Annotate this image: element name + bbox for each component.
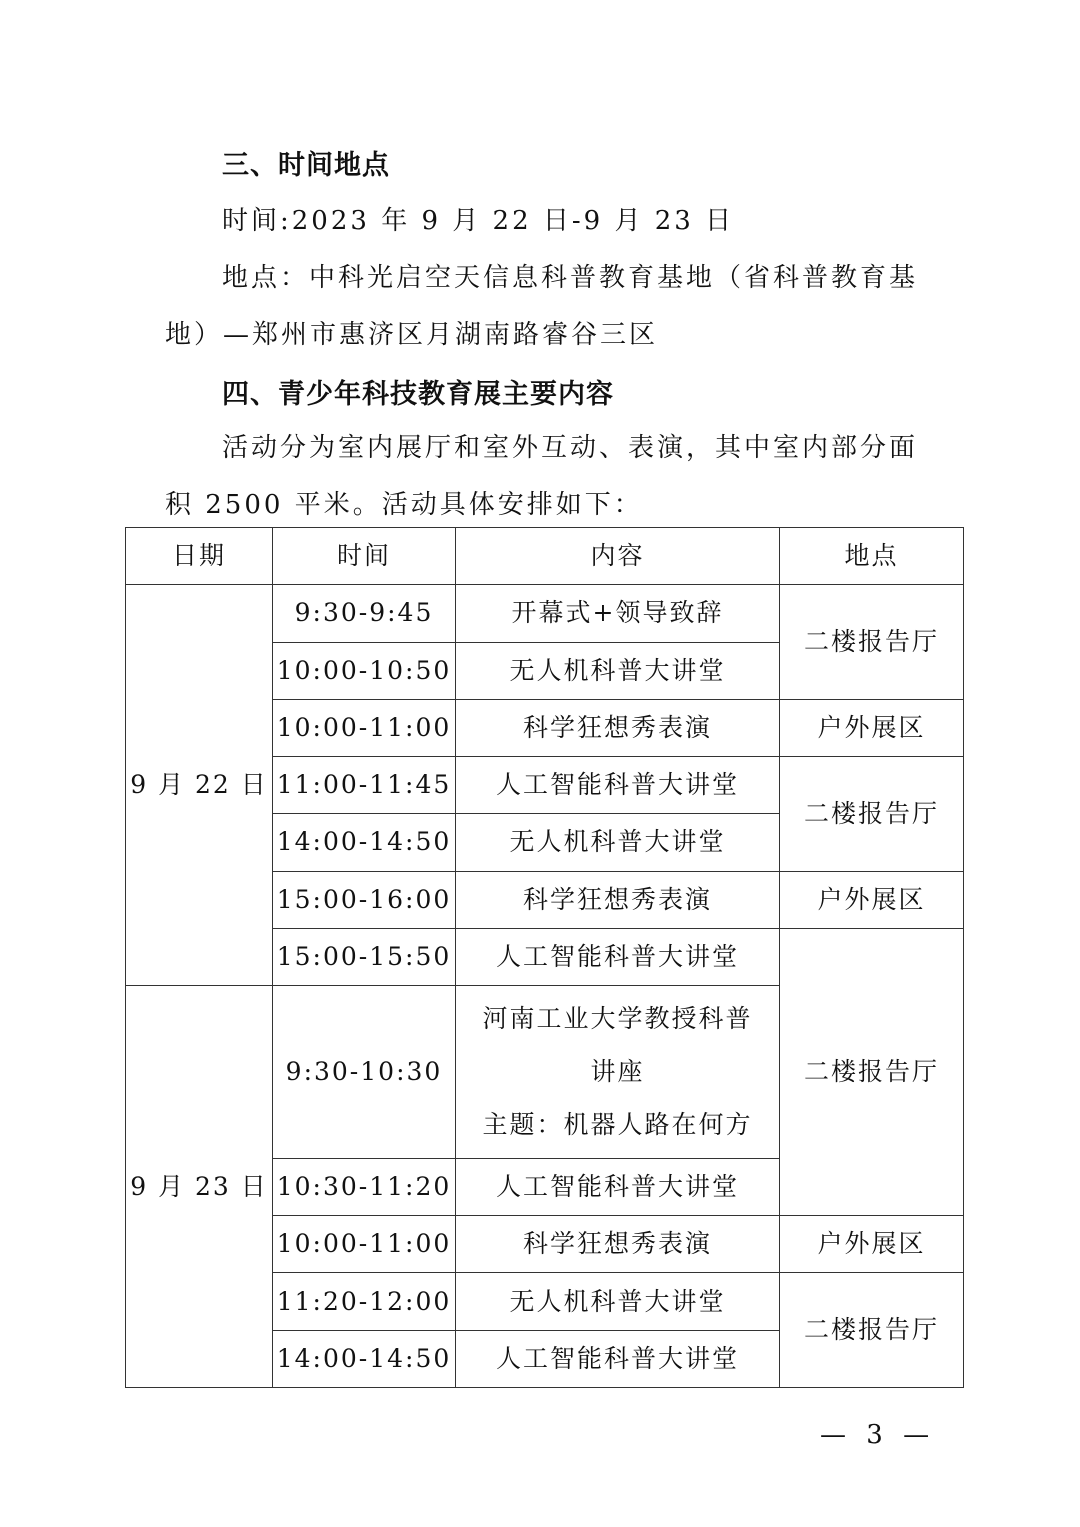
date-cell: 9 月 22 日 <box>126 585 273 986</box>
content-cell: 科学狂想秀表演 <box>456 699 780 756</box>
schedule-table <box>125 527 964 1388</box>
time-cell: 15:00-16:00 <box>273 871 456 928</box>
content-cell: 无人机科普大讲堂 <box>456 814 780 871</box>
content-cell <box>456 986 780 1159</box>
page-number: — 3 — <box>820 1420 936 1450</box>
content-cell: 开幕式+领导致辞 <box>456 585 780 642</box>
place-line-2: 地）—郑州市惠济区月湖南路睿谷三区 <box>165 320 659 350</box>
time-cell: 11:00-11:45 <box>273 757 456 814</box>
content-cell: 人工智能科普大讲堂 <box>456 757 780 814</box>
time-line: 时间:2023 年 9 月 22 日-9 月 23 日 <box>222 206 735 236</box>
content-cell: 科学狂想秀表演 <box>456 1216 780 1273</box>
place-cell: 户外展区 <box>780 871 964 928</box>
content-cell: 人工智能科普大讲堂 <box>456 1158 780 1215</box>
intro-line-2: 积 2500 平米。活动具体安排如下： <box>165 490 643 520</box>
time-cell: 14:00-14:50 <box>273 1330 456 1387</box>
time-cell: 14:00-14:50 <box>273 814 456 871</box>
content-cell: 无人机科普大讲堂 <box>456 642 780 699</box>
place-cell: 二楼报告厅 <box>780 757 964 872</box>
time-cell: 10:00-11:00 <box>273 1216 456 1273</box>
time-cell: 9:30-10:30 <box>273 986 456 1159</box>
content-cell: 无人机科普大讲堂 <box>456 1273 780 1330</box>
time-cell: 10:30-11:20 <box>273 1158 456 1215</box>
intro-line-1: 活动分为室内展厅和室外互动、表演，其中室内部分面 <box>222 433 919 463</box>
section-4-heading: 四、青少年科技教育展主要内容 <box>222 379 614 410</box>
place-cell: 二楼报告厅 <box>780 585 964 700</box>
time-cell: 10:00-10:50 <box>273 642 456 699</box>
header-content: 内容 <box>456 528 780 585</box>
table-header-row <box>126 528 964 585</box>
time-cell: 11:20-12:00 <box>273 1273 456 1330</box>
time-cell: 15:00-15:50 <box>273 928 456 985</box>
time-cell: 9:30-9:45 <box>273 585 456 642</box>
table-row <box>126 585 964 642</box>
place-cell: 二楼报告厅 <box>780 928 964 1215</box>
content-line: 河南工业大学教授科普 <box>482 1004 753 1034</box>
place-line-1: 地点：中科光启空天信息科普教育基地（省科普教育基 <box>222 263 919 293</box>
content-line: 主题：机器人路在何方 <box>482 1110 753 1140</box>
content-cell: 人工智能科普大讲堂 <box>456 928 780 985</box>
header-date: 日期 <box>126 528 273 585</box>
content-cell: 科学狂想秀表演 <box>456 871 780 928</box>
date-cell: 9 月 23 日 <box>126 986 273 1388</box>
place-cell: 户外展区 <box>780 1216 964 1273</box>
header-time: 时间 <box>273 528 456 585</box>
time-cell: 10:00-11:00 <box>273 699 456 756</box>
content-cell: 人工智能科普大讲堂 <box>456 1330 780 1387</box>
place-cell: 户外展区 <box>780 699 964 756</box>
content-line: 讲座 <box>590 1057 645 1087</box>
place-cell: 二楼报告厅 <box>780 1273 964 1388</box>
header-place: 地点 <box>780 528 964 585</box>
section-3-heading: 三、时间地点 <box>222 150 390 181</box>
